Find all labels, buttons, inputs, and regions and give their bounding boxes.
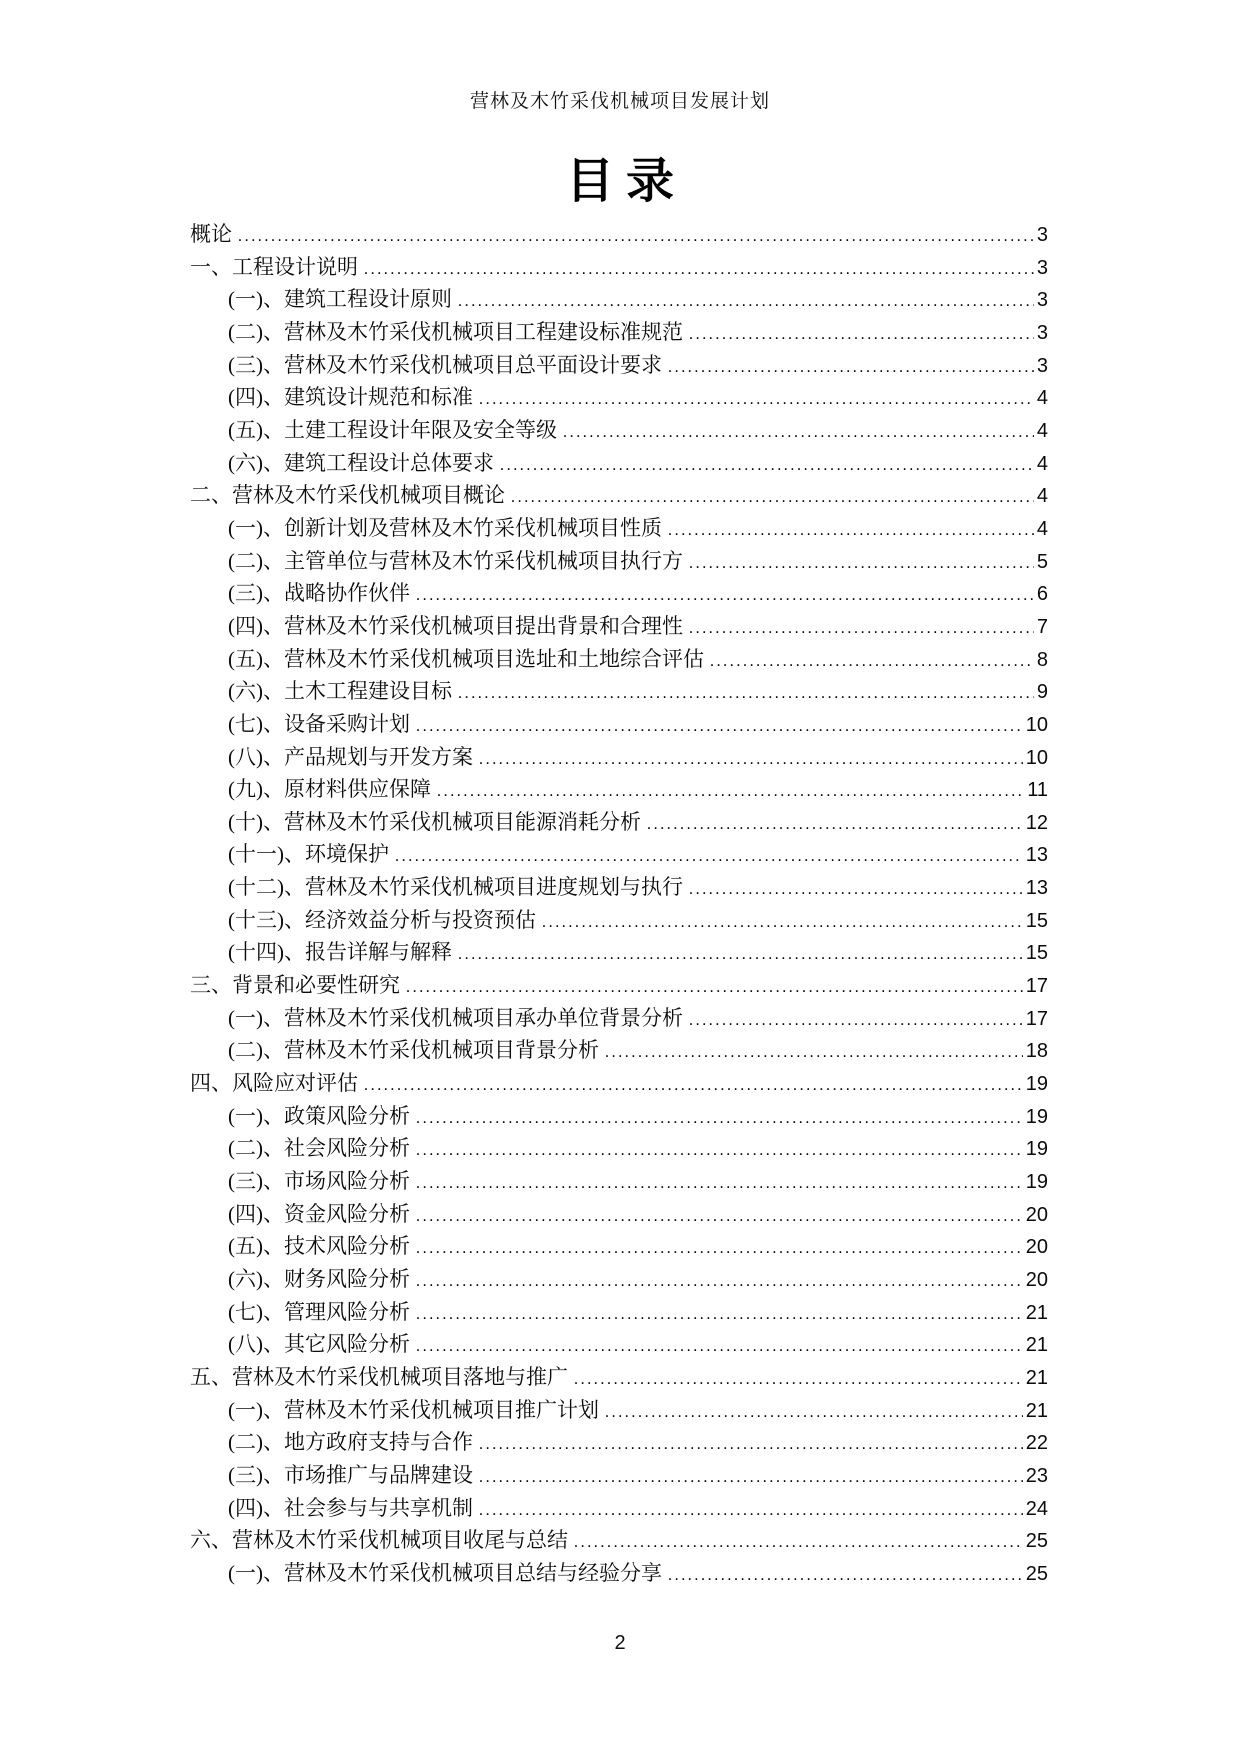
toc-leader-dots [511, 482, 1034, 515]
toc-entry[interactable] [190, 251, 1048, 284]
toc-entry-page: 8 [1036, 648, 1048, 671]
toc-entry-label: (四)、营林及木竹采伐机械项目提出背景和合理性 [228, 613, 683, 638]
toc-entry-label: (五)、营林及木竹采伐机械项目选址和土地综合评估 [228, 646, 704, 671]
toc-leader-dots [479, 1462, 1023, 1495]
toc-entry[interactable] [190, 218, 1048, 251]
toc-leader-dots [416, 1299, 1023, 1332]
toc-leader-dots [479, 1429, 1023, 1462]
toc-entry[interactable] [190, 936, 1048, 969]
toc-entry-label: (三)、营林及木竹采伐机械项目总平面设计要求 [228, 352, 662, 377]
toc-leader-dots [395, 841, 1023, 874]
toc-entry[interactable] [190, 1459, 1048, 1492]
toc-entry-page: 21 [1025, 1334, 1048, 1357]
toc-entry-label: (八)、产品规划与开发方案 [228, 744, 473, 769]
toc-entry-page: 11 [1027, 779, 1048, 802]
toc-leader-dots [710, 646, 1034, 679]
toc-entry[interactable] [190, 1296, 1048, 1329]
toc-leader-dots [416, 711, 1023, 744]
toc-entry-page: 17 [1025, 1007, 1048, 1030]
toc-entry-page: 4 [1036, 419, 1048, 442]
toc-entry-page: 22 [1025, 1432, 1048, 1455]
toc-entry-page: 6 [1036, 583, 1048, 606]
toc-entry[interactable] [190, 545, 1048, 578]
toc-leader-dots [574, 1527, 1023, 1560]
toc-leader-dots [689, 613, 1034, 646]
toc-entry-page: 4 [1036, 485, 1048, 508]
toc-entry-label: (六)、财务风险分析 [228, 1267, 410, 1291]
toc-entry[interactable] [190, 741, 1048, 774]
toc-leader-dots [458, 286, 1034, 319]
toc-entry-page: 4 [1036, 452, 1048, 475]
toc-leader-dots [416, 1266, 1023, 1299]
toc-entry[interactable] [190, 1263, 1048, 1296]
toc-leader-dots [364, 254, 1034, 287]
toc-entry-page: 20 [1025, 1269, 1048, 1291]
toc-entry[interactable] [190, 1067, 1048, 1100]
toc-entry-page: 18 [1025, 1040, 1048, 1063]
toc-leader-dots [605, 1397, 1023, 1430]
toc-entry-page: 12 [1025, 811, 1048, 834]
toc-leader-dots [406, 972, 1023, 1005]
toc-entry[interactable] [190, 447, 1048, 480]
toc-entry-label: (四)、社会参与与共享机制 [228, 1495, 473, 1520]
toc-entry-label: (二)、营林及木竹采伐机械项目背景分析 [228, 1038, 599, 1063]
toc-entry[interactable] [190, 1230, 1048, 1263]
toc-entry-label: (十)、营林及木竹采伐机械项目能源消耗分析 [228, 809, 641, 834]
toc-entry-label: (三)、市场推广与品牌建设 [228, 1462, 473, 1487]
toc-leader-dots [437, 776, 1024, 809]
toc-entry-label: 二、营林及木竹采伐机械项目概论 [190, 483, 505, 508]
toc-entry[interactable] [190, 643, 1048, 676]
toc-leader-dots [416, 1103, 1023, 1136]
toc-entry-page: 25 [1025, 1562, 1048, 1585]
toc-entry-page: 3 [1036, 321, 1048, 344]
toc-entry-page: 19 [1025, 1138, 1048, 1161]
toc-entry[interactable] [190, 675, 1048, 708]
toc-leader-dots [479, 384, 1034, 417]
toc-entry-page: 19 [1025, 1105, 1048, 1128]
toc-entry-label: (十四)、报告详解与解释 [228, 940, 452, 965]
toc-entry-page: 4 [1036, 517, 1048, 540]
toc-entry[interactable] [190, 1524, 1048, 1557]
toc-entry[interactable] [190, 479, 1048, 512]
toc-entry-label: (十二)、营林及木竹采伐机械项目进度规划与执行 [228, 875, 683, 900]
toc-entry-label: (七)、管理风险分析 [228, 1299, 410, 1324]
toc-entry-label: (二)、主管单位与营林及木竹采伐机械项目执行方 [228, 548, 683, 573]
toc-entry-label: (十一)、环境保护 [228, 842, 389, 867]
toc-entry-page: 3 [1036, 354, 1048, 377]
toc-entry-label: (六)、建筑工程设计总体要求 [228, 450, 494, 475]
toc-leader-dots [416, 1331, 1023, 1364]
toc-entry[interactable] [190, 806, 1048, 839]
toc-leader-dots [479, 1495, 1023, 1528]
toc-entry-label: (一)、营林及木竹采伐机械项目承办单位背景分析 [228, 1005, 683, 1030]
toc-entry[interactable] [190, 349, 1048, 382]
toc-entry[interactable] [190, 381, 1048, 414]
toc-leader-dots [668, 515, 1034, 548]
toc-entry-page: 7 [1036, 615, 1048, 638]
toc-leader-dots [364, 1070, 1023, 1103]
toc-leader-dots [416, 1201, 1023, 1234]
toc-leader-dots [668, 352, 1034, 385]
toc-entry-label: 一、工程设计说明 [190, 254, 358, 279]
toc-leader-dots [563, 417, 1034, 450]
toc-entry-label: 五、营林及木竹采伐机械项目落地与推广 [190, 1364, 568, 1389]
toc-entry[interactable] [190, 1198, 1048, 1231]
toc-leader-dots [479, 744, 1023, 777]
toc-entry-label: (六)、土木工程建设目标 [228, 679, 452, 704]
toc-entry-page: 19 [1025, 1073, 1048, 1096]
toc-entry-page: 3 [1036, 256, 1048, 279]
toc-entry-label: (一)、营林及木竹采伐机械项目推广计划 [228, 1397, 599, 1422]
toc-entry[interactable] [190, 969, 1048, 1002]
toc-leader-dots [605, 1037, 1023, 1070]
toc-leader-dots [458, 678, 1034, 711]
toc-entry-label: (五)、土建工程设计年限及安全等级 [228, 417, 557, 442]
toc-entry[interactable] [190, 512, 1048, 545]
toc-leader-dots [542, 907, 1023, 940]
toc-leader-dots [689, 548, 1034, 581]
page-number-footer: 2 [614, 1632, 626, 1654]
toc-entry-page: 17 [1025, 975, 1048, 998]
toc-leader-dots [416, 1135, 1023, 1168]
toc-entry[interactable] [190, 610, 1048, 643]
document-header-title: 营林及木竹采伐机械项目发展计划 [469, 91, 770, 112]
toc-entry[interactable] [190, 838, 1048, 871]
toc-entry-label: 概论 [190, 222, 232, 246]
toc-leader-dots [458, 939, 1023, 972]
toc-entry-page: 21 [1025, 1399, 1048, 1422]
toc-entry[interactable] [190, 283, 1048, 316]
toc-leader-dots [668, 1560, 1023, 1593]
toc-entry[interactable] [190, 708, 1048, 741]
toc-entry-page: 25 [1025, 1530, 1048, 1553]
toc-entry-page: 13 [1025, 877, 1048, 900]
toc-entry-label: (一)、营林及木竹采伐机械项目总结与经验分享 [228, 1560, 662, 1585]
toc-entry-label: (九)、原材料供应保障 [228, 777, 431, 802]
toc-entry-page: 4 [1036, 387, 1048, 410]
toc-entry[interactable] [190, 871, 1048, 904]
toc-entry-page: 15 [1025, 942, 1048, 965]
toc-entry-label: 三、背景和必要性研究 [190, 973, 400, 998]
toc-leader-dots [416, 1233, 1023, 1266]
toc-leader-dots [689, 319, 1034, 352]
toc-entry-page: 23 [1025, 1464, 1048, 1487]
toc-entry-label: (三)、市场风险分析 [228, 1169, 410, 1194]
toc-entry-label: (五)、技术风险分析 [228, 1234, 410, 1259]
toc-entry-page: 19 [1025, 1171, 1048, 1194]
toc-entry[interactable] [190, 904, 1048, 937]
toc-entry-label: 四、风险应对评估 [190, 1071, 358, 1096]
toc-entry-label: (二)、地方政府支持与合作 [228, 1430, 473, 1455]
toc-entry-page: 20 [1025, 1236, 1048, 1259]
toc-title: 目录 [565, 155, 686, 208]
toc-entry-label: (一)、建筑工程设计原则 [228, 287, 452, 312]
toc-entry-label: (二)、营林及木竹采伐机械项目工程建设标准规范 [228, 319, 683, 344]
toc-entry-label: (七)、设备采购计划 [228, 711, 410, 736]
toc-entry-page: 13 [1025, 844, 1048, 867]
toc-entry-page: 10 [1025, 713, 1048, 736]
toc-entry[interactable] [190, 577, 1048, 610]
toc-leader-dots [689, 1005, 1023, 1038]
toc-entry[interactable] [190, 1002, 1048, 1035]
toc-entry-label: (二)、社会风险分析 [228, 1136, 410, 1161]
toc-entry[interactable] [190, 1426, 1048, 1459]
toc-entry-label: (一)、创新计划及营林及木竹采伐机械项目性质 [228, 515, 662, 540]
toc-entry[interactable] [190, 1492, 1048, 1525]
toc-list [190, 218, 1048, 1590]
toc-entry[interactable] [190, 1100, 1048, 1133]
toc-entry[interactable] [190, 1165, 1048, 1198]
toc-entry-page: 15 [1025, 909, 1048, 932]
toc-entry-label: (十三)、经济效益分析与投资预估 [228, 907, 536, 932]
toc-entry-page: 20 [1025, 1203, 1048, 1226]
toc-entry[interactable] [190, 414, 1048, 447]
toc-entry-label: 六、营林及木竹采伐机械项目收尾与总结 [190, 1528, 568, 1553]
toc-entry-page: 3 [1036, 224, 1048, 246]
toc-leader-dots [238, 221, 1034, 254]
toc-leader-dots [416, 580, 1034, 613]
toc-entry[interactable] [190, 1132, 1048, 1165]
toc-entry[interactable] [190, 1328, 1048, 1361]
toc-entry-label: (一)、政策风险分析 [228, 1103, 410, 1128]
toc-entry[interactable] [190, 1557, 1048, 1590]
toc-entry[interactable] [190, 1361, 1048, 1394]
toc-entry[interactable] [190, 773, 1048, 806]
toc-entry-label: (四)、建筑设计规范和标准 [228, 385, 473, 410]
toc-entry-page: 3 [1036, 289, 1048, 312]
toc-entry-page: 21 [1025, 1366, 1048, 1389]
toc-leader-dots [416, 1168, 1023, 1201]
toc-entry-label: (三)、战略协作伙伴 [228, 581, 410, 606]
toc-leader-dots [500, 450, 1034, 483]
toc-leader-dots [647, 809, 1023, 842]
toc-entry[interactable] [190, 1394, 1048, 1427]
toc-entry-label: (四)、资金风险分析 [228, 1201, 410, 1226]
toc-leader-dots [574, 1364, 1023, 1397]
toc-entry-page: 21 [1025, 1301, 1048, 1324]
toc-entry[interactable] [190, 316, 1048, 349]
toc-leader-dots [689, 874, 1023, 907]
toc-entry-page: 10 [1025, 746, 1048, 769]
toc-entry-label: (八)、其它风险分析 [228, 1332, 410, 1357]
toc-entry-page: 5 [1036, 550, 1048, 573]
toc-entry-page: 24 [1025, 1497, 1048, 1520]
toc-entry[interactable] [190, 1034, 1048, 1067]
toc-entry-page: 9 [1036, 681, 1048, 704]
